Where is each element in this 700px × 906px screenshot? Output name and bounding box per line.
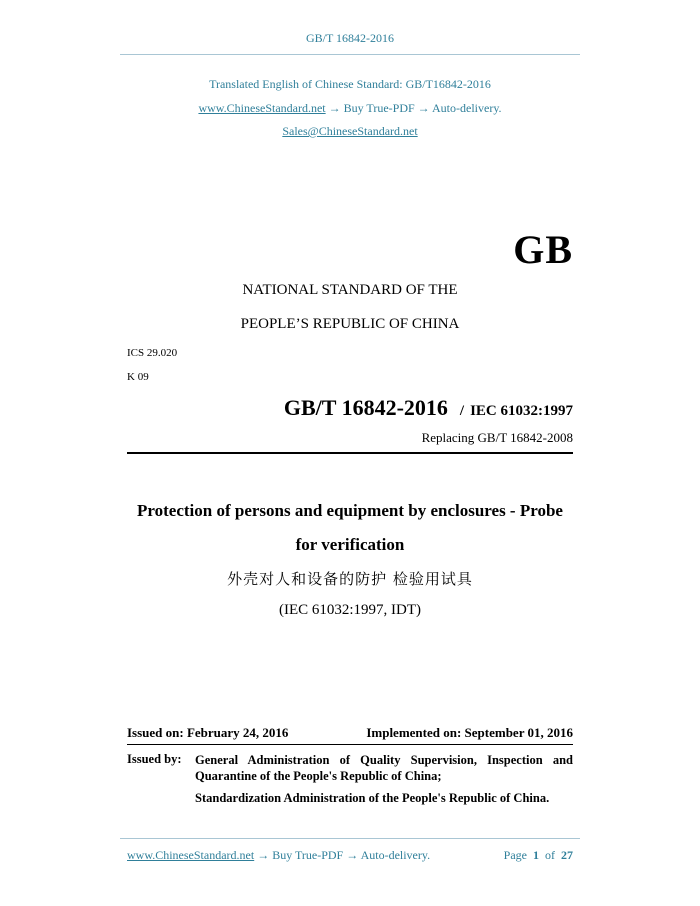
promo-email-line — [0, 124, 700, 139]
dates-divider — [127, 744, 573, 745]
replacing-note: Replacing GB/T 16842-2008 — [421, 430, 573, 445]
page-indicator — [504, 848, 573, 863]
issuer-line-2: Quarantine of the People's Republic of China; — [195, 769, 442, 783]
issuer-line-1: General Administration of Quality Supervision, Inspection and — [195, 753, 573, 767]
english-title-line-1: Protection of persons and equipment by enclosures - Probe — [137, 501, 563, 520]
page-number: 1 — [533, 848, 539, 862]
site-link[interactable]: www.ChineseStandard.net — [198, 101, 326, 115]
implemented-on-date: Implemented on: September 01, 2016 — [366, 725, 573, 740]
issuer-line-3: Standardization Administration of the People's Republic of China. — [195, 791, 550, 805]
buy-text: → Buy True-PDF → Auto-delivery. — [325, 101, 502, 115]
of-label: of — [545, 848, 555, 862]
standard-number — [284, 395, 573, 421]
english-title-line-2: for verification — [295, 535, 405, 554]
page-total: 27 — [561, 848, 573, 862]
header-divider — [120, 54, 580, 55]
promo-buy-line — [0, 101, 700, 116]
adoption-note: (IEC 61032:1997, IDT) — [278, 602, 422, 618]
page-label: Page — [503, 848, 527, 862]
ics-code: ICS 29.020 — [127, 347, 178, 359]
national-standard-line-1: NATIONAL STANDARD OF THE — [242, 282, 458, 298]
promo-translation-line: Translated English of Chinese Standard: GB/T16842-2016 — [209, 77, 491, 91]
iec-number: IEC 61032:1997 — [470, 403, 573, 419]
main-divider — [127, 452, 573, 454]
issued-on-date: Issued on: February 24, 2016 — [127, 725, 289, 740]
ccs-code: K 09 — [127, 371, 149, 383]
footer-divider — [120, 838, 580, 839]
number-separator: / — [459, 403, 465, 419]
national-standard-line-2: PEOPLE’S REPUBLIC OF CHINA — [240, 316, 460, 332]
footer-buy-text: → Buy True-PDF → Auto-delivery. — [254, 848, 431, 862]
footer-buy-line — [127, 848, 430, 863]
email-link[interactable]: Sales@ChineseStandard.net — [282, 124, 418, 138]
header-standard-code: GB/T 16842-2016 — [305, 31, 395, 45]
chinese-title: 外壳对人和设备的防护 检验用试具 — [227, 570, 473, 588]
gb-logo-mark: GB — [513, 227, 573, 272]
gb-number: GB/T 16842-2016 — [283, 395, 448, 420]
footer-site-link[interactable]: www.ChineseStandard.net — [127, 848, 255, 862]
issued-by-label: Issued by: — [127, 752, 182, 766]
